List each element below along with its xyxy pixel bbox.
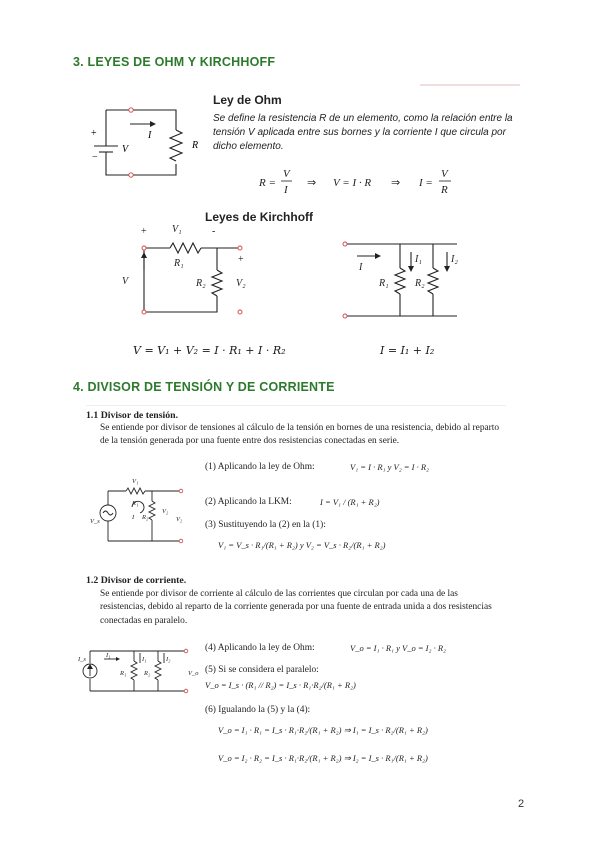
svg-text:I =: I = [419,177,433,189]
svg-text:⇒: ⇒ [391,177,401,189]
resistor-r2 [428,268,438,294]
svg-text:V₁: V₁ [132,478,139,485]
svg-text:R =: R = [259,177,276,189]
current-divider-circuit [78,643,200,699]
svg-text:V: V [122,276,129,287]
kirchhoff-parallel-diagram [335,232,470,322]
svg-text:V₂: V₂ [162,508,169,515]
step-6: (6) Igualando la (5) y la (4): [205,705,311,715]
current-arrow-icon [116,657,120,661]
step-6-equation-1: V_o = I₁ · R₁ = I_s · R₁·R₂/(R₁ + R₂) ⇒ I₁ = I_s · R₂/(R₁ + R₂) [218,725,428,735]
resistor-r2 [212,270,222,296]
svg-text:V₂: V₂ [176,516,183,523]
voltage-divider-paragraph: Se entiende por divisor de tensiones al cálculo de la tensión en bornes de una resistencia, debido al reparto de la tensión generada por una fuente entre dos resistencias conectadas en serie. [100,423,500,447]
step-3-equation: V₁ = V_s · R₁/(R₁ + R₂) y V₂ = V_s · R₂/(R₁ + R₂) [218,540,386,550]
svg-text:+: + [91,128,97,139]
svg-text:I: I [148,130,152,141]
ohm-heading: Ley de Ohm [213,93,282,107]
section-3-title: 3. LEYES DE OHM Y KIRCHHOFF [73,55,276,69]
svg-text:+: + [238,254,244,265]
resistor-r2 [149,501,155,520]
svg-text:I₁: I₁ [142,656,147,663]
svg-text:V_s: V_s [90,518,100,525]
svg-text:V = I · R: V = I · R [333,177,372,189]
current-divider-paragraph: Se entiende por divisor de corriente al cálculo de las corrientes que circulan por cada una de las resistencias, debido al reparto de la corriente generada por una fuente de entrada unida a dos resistencias conectadas en paralelo. [100,589,492,626]
step-2-equation: I = V₁ / (R₁ + R₂) [320,497,380,507]
step-3: (3) Sustituyendo la (2) en la (1): [205,520,326,530]
svg-text:R₂: R₂ [144,670,151,677]
step-4-equation: V_o = I₁ · R₁ y V_o = I₂ · R₂ [350,643,446,653]
svg-text:−: − [92,152,98,163]
svg-text:-: - [212,226,216,237]
current-i2-arrow-icon [444,266,450,272]
current-arrow-icon [375,253,381,259]
step-5-equation: V_o = I_s · (R₁ // R₂) = I_s · R₁·R₂/(R₁ + R₂) [205,680,356,690]
svg-text:R₂: R₂ [196,278,206,289]
kirchhoff-series-diagram [110,220,270,320]
current-divider-heading: 1.2 Divisor de corriente. [86,575,187,586]
resistor-r1 [395,268,405,294]
divider [86,405,506,406]
voltage-arrow-icon [141,252,147,258]
svg-text:R: R [441,184,448,196]
svg-text:V_o: V_o [188,670,199,677]
kirchhoff-parallel-formula: I = I₁ + I₂ [380,344,435,357]
ohm-description: Se define la resistencia R de un elemento, como la relación entre la tensión V aplicada entre sus bornes y la corriente I que circula por dicho elemento. [213,113,513,152]
svg-text:V₁: V₁ [172,224,182,235]
section-4-title: 4. DIVISOR DE TENSIÓN Y DE CORRIENTE [73,380,335,394]
svg-text:I₂: I₂ [166,656,171,663]
step-1-equation: V₁ = I · R₁ y V₂ = I · R₂ [350,462,429,472]
voltage-divider-circuit [86,477,198,549]
step-4: (4) Aplicando la ley de Ohm: [205,643,315,653]
resistor-r1 [126,488,145,494]
svg-text:R₁: R₁ [174,258,184,269]
voltage-divider-heading: 1.1 Divisor de tensión. [86,410,179,421]
kirchhoff-series-formula: V = V₁ + V₂ = I · R₁ + I · R₂ [133,344,286,357]
step-1: (1) Aplicando la ley de Ohm: [205,462,315,472]
kirchhoff-heading: Leyes de Kirchhoff [205,210,314,224]
svg-text:⇒: ⇒ [307,177,317,189]
ohm-circuit-diagram [88,100,208,184]
resistor-r1 [131,661,137,680]
resistor-r2 [155,661,161,680]
svg-text:I: I [132,514,135,521]
ohm-formula [255,164,470,200]
svg-text:I₂: I₂ [451,254,458,265]
svg-text:I: I [284,184,288,196]
svg-text:R₁: R₁ [120,670,127,677]
step-6-equation-2: V_o = I₂ · R₂ = I_s · R₁·R₂/(R₁ + R₂) ⇒ I₂ = I_s · R₁/(R₁ + R₂) [218,753,428,763]
current-arrow-icon [150,121,156,127]
svg-text:I₁: I₁ [106,652,111,659]
svg-text:I₁: I₁ [415,254,422,265]
svg-text:+: + [141,226,147,237]
resistor-r1 [170,243,201,253]
svg-text:R₁: R₁ [379,278,389,289]
svg-text:V: V [283,168,290,180]
svg-text:R₂: R₂ [142,514,149,521]
step-2: (2) Aplicando la LKM: [205,497,292,507]
svg-text:R₁: R₁ [132,500,139,507]
svg-text:V₂: V₂ [236,278,246,289]
svg-text:V: V [441,168,448,180]
svg-text:V: V [122,144,129,155]
svg-text:R: R [192,140,199,151]
page-number: 2 [518,798,525,810]
svg-text:I_s: I_s [78,656,86,663]
resistor-r [170,130,182,161]
divider [420,84,520,86]
svg-text:R₂: R₂ [415,278,425,289]
svg-text:I: I [359,262,363,273]
step-5: (5) Si se considera el paralelo: [205,665,319,675]
current-i1-arrow-icon [408,266,414,272]
